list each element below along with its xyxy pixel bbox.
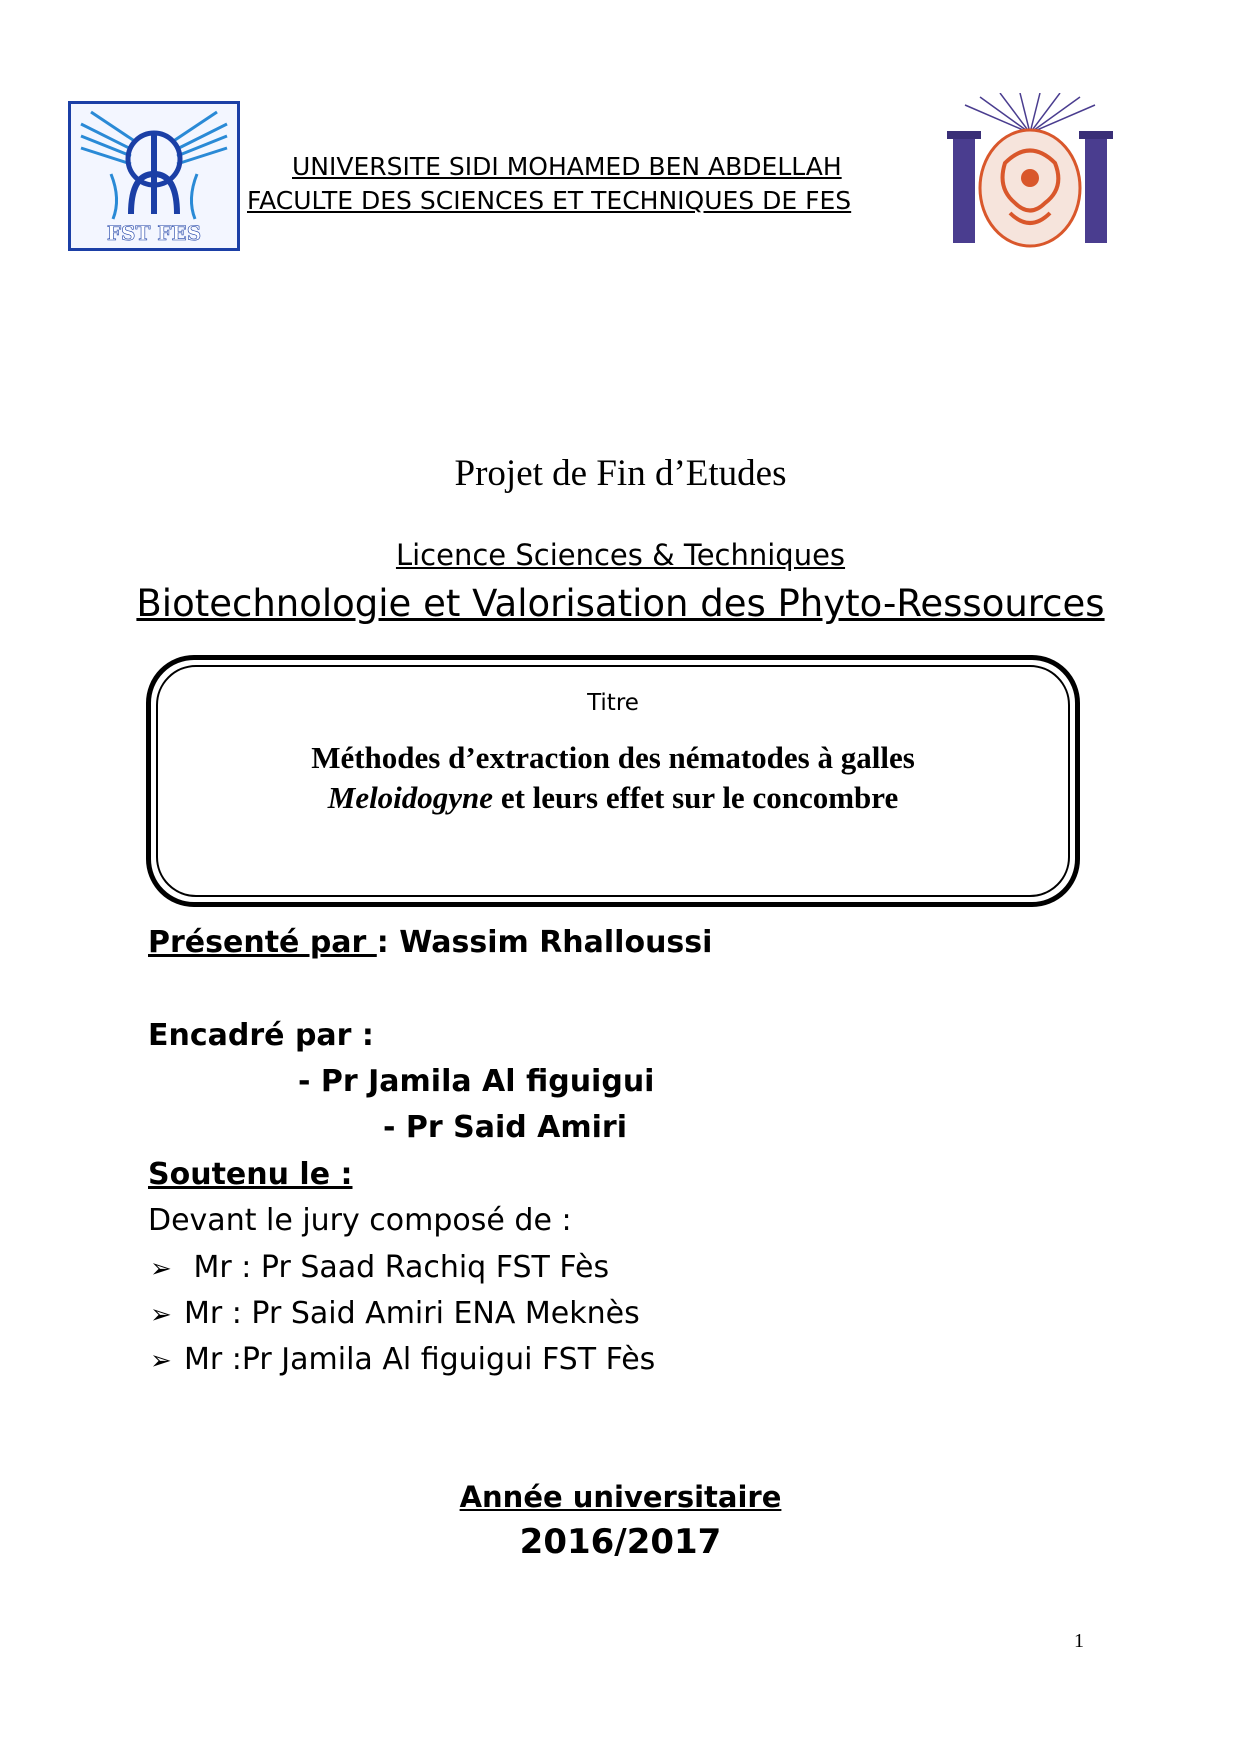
program-name: Biotechnologie et Valorisation des Phyto-Ressources (136, 582, 1105, 625)
supervised-by-label: Encadré par : (148, 1018, 374, 1053)
thesis-title-box (146, 655, 1080, 907)
degree-name: Licence Sciences & Techniques (395, 538, 846, 572)
fst-fes-logo (68, 101, 240, 251)
document-title: Projet de Fin d’Etudes (454, 453, 787, 494)
jury-member (150, 1342, 655, 1377)
presented-by-separator: : (376, 925, 400, 960)
supervisor-item: - Pr Jamila Al figuigui (298, 1064, 655, 1099)
student-name: Wassim Rhalloussi (399, 925, 713, 960)
university-seal-icon (945, 93, 1115, 253)
jury-member (150, 1250, 609, 1285)
academic-year: 2016/2017 (519, 1522, 722, 1562)
jury-member-text: Mr : Pr Saad Rachiq FST Fès (184, 1250, 610, 1285)
logo-left-caption: FST FES (106, 221, 202, 245)
thesis-title-line2-rest: et leurs effet sur le concombre (493, 780, 899, 815)
thesis-title-line2 (151, 780, 1075, 816)
defended-on-label: Soutenu le : (148, 1157, 353, 1192)
thesis-title-line1: Méthodes d’extraction des nématodes à galles (311, 740, 915, 775)
university-seal-logo (945, 93, 1115, 253)
academic-year-label: Année universitaire (459, 1480, 782, 1514)
titre-label: Titre (587, 690, 639, 716)
arrow-bullet-icon: ➢ (150, 1346, 172, 1376)
supervisor-item: - Pr Said Amiri (383, 1110, 628, 1145)
genus-name: Meloidogyne (327, 780, 494, 815)
faculty-name: FACULTE DES SCIENCES ET TECHNIQUES DE FES (247, 186, 852, 215)
arrow-bullet-icon: ➢ (150, 1254, 172, 1284)
page-number: 1 (1074, 1630, 1084, 1652)
fst-emblem-icon (71, 104, 237, 248)
presented-by-label: Présenté par (148, 925, 377, 960)
jury-member-text: Mr : Pr Said Amiri ENA Meknès (184, 1296, 640, 1331)
jury-member-text: Mr :Pr Jamila Al figuigui FST Fès (184, 1342, 656, 1377)
jury-intro: Devant le jury composé de : (148, 1203, 572, 1238)
jury-member (150, 1296, 640, 1331)
university-name: UNIVERSITE SIDI MOHAMED BEN ABDELLAH (292, 152, 842, 181)
arrow-bullet-icon: ➢ (150, 1300, 172, 1330)
presented-by (148, 925, 712, 960)
